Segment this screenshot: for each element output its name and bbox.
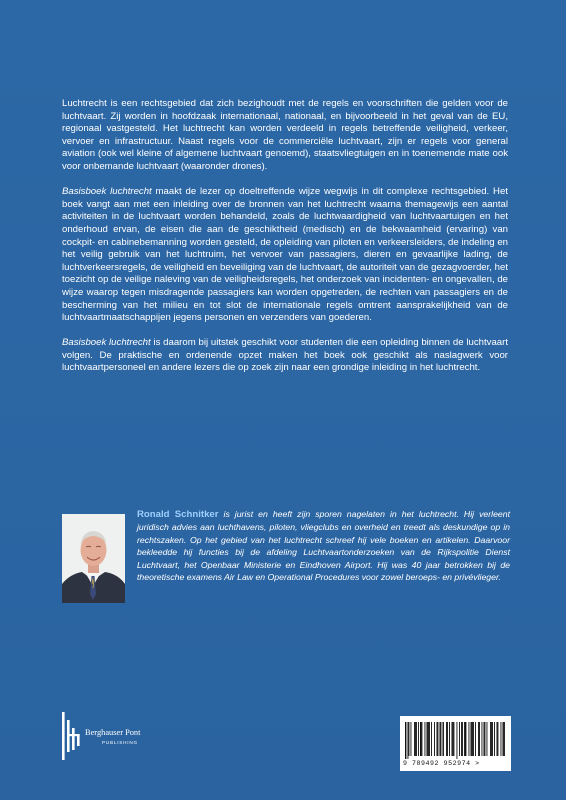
barcode-bar — [405, 722, 406, 759]
barcode-bar — [446, 722, 447, 756]
barcode-bar — [482, 722, 483, 756]
barcode-bar — [415, 722, 416, 756]
barcode-bar — [428, 722, 429, 756]
barcode-bar — [501, 722, 502, 756]
barcode-bar — [418, 722, 419, 756]
barcode-bar — [431, 722, 432, 756]
publisher-name: Berghauser Pont — [85, 728, 141, 737]
author-photo — [62, 514, 125, 603]
barcode-bar — [440, 722, 441, 756]
barcode-bar — [492, 722, 493, 756]
author-name: Ronald Schnitker — [137, 509, 219, 520]
description-text — [62, 98, 508, 375]
barcode-bar — [490, 722, 491, 756]
isbn-number: 9 789492 952974 > — [403, 760, 480, 767]
barcode-bar — [479, 722, 480, 756]
intro-paragraph: Luchtrecht is een rechtsgebied dat zich bezighoudt met de regels en voorschriften die gelden voor de luchtvaart. Zij worden in hoofdzaak internationaal, nationaal, en bijvoorbeeld in het geval van de EU, regionaal vastgesteld. Het luchtrecht kan worden verdeeld in regels betreffende veiligheid, verkeer, vervoer en infrastructuur. Naast regels voor de commerciële luchtvaart, zijn er regels voor general aviation (ook wel kleine of algemene luchtvaart genoemd), staatsvliegtuigen en in toenemende mate ook voor onbemande luchtvaart (waaronder drones). — [62, 98, 508, 172]
barcode-bar — [420, 722, 421, 756]
barcode-bar — [449, 722, 450, 756]
barcode-bar — [429, 722, 430, 756]
barcode-bar — [434, 722, 435, 756]
barcode-bar — [469, 722, 470, 756]
barcode-bar — [484, 722, 485, 756]
publisher-subtitle: PUBLISHING — [102, 740, 138, 745]
barcode-bar — [487, 722, 488, 756]
barcode-bar — [498, 722, 499, 756]
barcode-bar — [478, 722, 479, 756]
barcode-bar — [471, 722, 472, 756]
barcode-bar — [408, 722, 409, 759]
barcode-bar — [459, 722, 460, 756]
barcode-bar — [457, 722, 458, 759]
barcode-bar — [497, 722, 498, 756]
barcode-bar — [441, 722, 442, 756]
barcode-bar — [437, 722, 438, 756]
scope-paragraph-text: maakt de lezer op doeltreffende wijze wegwijs in dit complexe rechtsgebied. Het boek vangt aan met een inleiding over de bronnen van het luchtrecht waarna themagewijs een aantal activiteiten in de luchtvaart worden behandeld, zoals de luchtwaardigheid van luchtvaartuigen en het onderhoud ervan, de eisen die aan de geschiktheid (medisch) en de bekwaamheid (ervaring) van cockpit- en cabinebemanning worden gesteld, de opleiding van piloten en verkeersleiders, de indeling en het veilig gebruik van het luchtruim, het vervoer van passagiers, dieren en gevaarlijke lading, de luchtverkeersregels, de veiligheid en beveiliging van de luchtvaart, de autoriteit van de gezagvoerder, het toezicht op de veilige naleving van de veiligheidsregels, het onderzoek van incidenten- en ongevallen, de wijze waarop tegen misdragende passagiers kan worden opgetreden, de rechten van passagiers en de bescherming van het milieu en tot slot de internationale regels omtrent aansprakelijkheid van de luchtvaartmaatschappijen jegens personen en verzenders van goederen. — [62, 186, 508, 324]
barcode-bar — [414, 722, 415, 756]
author-section — [62, 508, 510, 608]
barcode-bar — [472, 722, 473, 756]
book-title-italic: Basisboek luchtrecht — [62, 186, 152, 198]
barcode-bar — [411, 722, 412, 756]
audience-paragraph — [62, 337, 508, 375]
author-bio-text: is jurist en heeft zijn sporen nagelaten in het luchtrecht. Hij verleent juridisch advies aan luchthavens, piloten, vliegclubs en overheid en treedt als deskundige op in rechtszaken. Op het gebied van het luchtrecht schreef hij vele boeken en artikelen. Daarvoor bekleedde hij functies bij de afdeling Luchtvaartonderzoeken van de Rijkspolitie Dienst Luchtvaart, het Openbaar Ministerie en Eindhoven Airport. Hij was 40 jaar betrokken bij de theoretische examens Air Law en Operational Procedures voor zowel beroeps- en privévlieger. — [137, 509, 510, 583]
publisher-logo — [62, 712, 182, 762]
barcode-bar — [454, 722, 455, 756]
barcode-bar — [475, 722, 476, 756]
barcode-bar — [491, 722, 492, 756]
author-bio — [137, 508, 510, 583]
barcode-bar — [503, 722, 504, 756]
barcode-bar — [443, 722, 444, 756]
book-title-italic: Basisboek luchtrecht — [62, 337, 151, 349]
barcode-bar — [485, 722, 486, 756]
barcode-bar — [452, 722, 453, 756]
barcode-bar — [447, 722, 448, 756]
barcode-bar — [504, 722, 505, 756]
barcode-bar — [453, 722, 454, 756]
barcode-bar — [494, 722, 495, 756]
barcode-bar — [427, 722, 428, 756]
publisher-mark-icon — [62, 712, 82, 760]
barcode-bars-icon — [405, 722, 506, 759]
barcode-bar — [465, 722, 466, 756]
barcode-bar — [438, 722, 439, 756]
barcode-bar — [461, 722, 462, 756]
barcode-bar — [425, 722, 426, 756]
barcode-bar — [473, 722, 474, 756]
barcode-bar — [422, 722, 423, 756]
scope-paragraph — [62, 186, 508, 325]
audience-paragraph-text: is daarom bij uitstek geschikt voor studenten die een opleiding binnen de luchtvaart volgen. De praktische en ordenende opzet maken het boek ook geschikt als naslagwerk voor luchtvaartpersoneel en andere lezers die op zoek zijn naar een grondige inleiding in het luchtrecht. — [62, 337, 508, 374]
barcode-bar — [416, 722, 417, 756]
barcode-bar — [462, 722, 463, 756]
barcode-bar — [409, 722, 410, 756]
isbn-barcode — [400, 716, 511, 771]
barcode-bar — [464, 722, 465, 756]
